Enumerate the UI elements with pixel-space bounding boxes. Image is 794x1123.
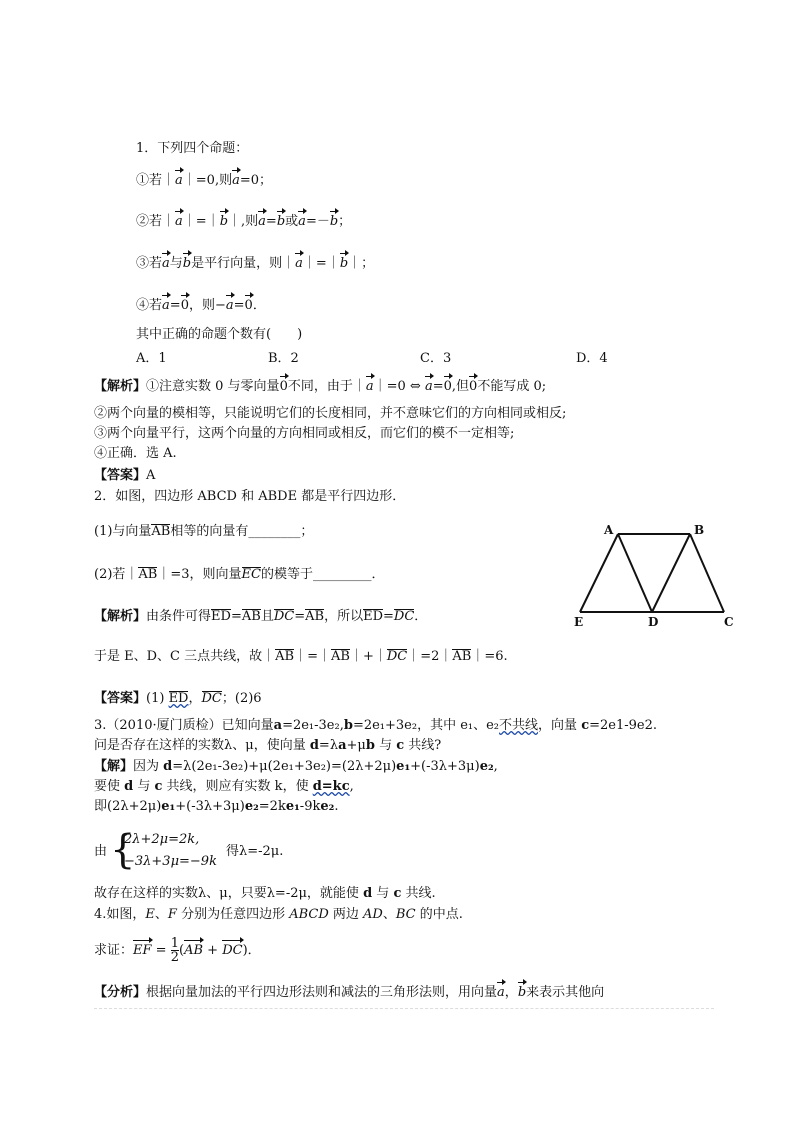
- q3-title: 3.（2010·厦门质检）已知向量a=2e₁-3e₂,b=2e₁+3e₂，其中 e₁、e₂不共线，向量 c=2e1-9e2.: [94, 718, 657, 733]
- q1-proposition-1: ①若｜a｜=0,则a=0；: [136, 173, 273, 188]
- q1-proposition-3: ③若a与b是平行向量，则｜a｜=｜b｜；: [136, 256, 375, 271]
- q1-option-b: B．2: [268, 351, 299, 366]
- figure-edge-ae: [580, 534, 618, 612]
- q1-answer-value: A: [146, 468, 156, 483]
- answer-label: 【答案】: [94, 691, 147, 706]
- q4-prove: 求证：EF = $\frac{1}{2}$ (AB + DC)．: [94, 936, 261, 965]
- q3-equation-1: 2λ+2μ=2k,: [124, 832, 200, 847]
- q1-option-a: A．1: [136, 351, 167, 366]
- q3-solution-3: 即(2λ+2μ)e₁+(-3λ+3μ)e₂=2ke₁-9ke₂.: [94, 799, 339, 814]
- q3-sys-suffix: 得λ=-2μ.: [226, 844, 284, 859]
- q1-analysis: 【解析】①注意实数 0 与零向量0不同，由于｜a｜=0 ⇔ a=0,但0不能写成 0;: [94, 379, 547, 394]
- answer-label: 【答案】: [94, 468, 147, 483]
- analysis-label: 【解析】: [94, 609, 147, 624]
- q3-equation-2: −3λ+3μ=−9k: [124, 854, 217, 869]
- q1-analysis-2: ②两个向量的模相等，只能说明它们的长度相同，并不意味它们的方向相同或相反;: [94, 406, 567, 421]
- parallelogram-figure: [570, 520, 740, 630]
- q2-analysis: 【解析】由条件可得ED=AB且DC=AB，所以ED=DC．: [94, 609, 428, 624]
- solution-label: 【解】: [94, 759, 134, 774]
- q1-title: 1．下列四个命题：: [136, 141, 249, 156]
- figure-label-b: B: [694, 523, 705, 537]
- q3-question: 问是否存在这样的实数λ、μ，使向量 d=λa+μb 与 c 共线?: [94, 738, 442, 753]
- q1-option-d: D．4: [576, 351, 608, 366]
- q1-answer: [94, 467, 155, 485]
- q2-answer: 【答案】(1) ED，DC；(2)6: [94, 691, 262, 706]
- q2-part-2: (2)若｜AB｜=3，则向量EC的模等于_________．: [94, 567, 385, 582]
- q2-title: 2．如图，四边形 ABCD 和 ABDE 都是平行四边形．: [94, 489, 406, 504]
- q1-analysis-4: ④正确．选 A.: [94, 446, 177, 461]
- figure-label-c: C: [724, 615, 734, 629]
- q3-conclusion: 故存在这样的实数λ、μ，只要λ=-2μ，就能使 d 与 c 共线.: [94, 886, 436, 901]
- q1-analysis-3: ③两个向量平行，这两个向量的方向相同或相反，而它们的模不一定相等;: [94, 426, 515, 441]
- figure-edge-ad: [618, 534, 652, 612]
- q4-title: 4.如图，E、F 分别为任意四边形 ABCD 两边 AD、BC 的中点.: [94, 907, 463, 922]
- figure-edge-bc: [690, 534, 724, 612]
- figure-label-e: E: [574, 615, 584, 629]
- q3-sys-prefix: 由: [94, 844, 108, 859]
- q2-part-1: (1)与向量AB相等的向量有________；: [94, 524, 314, 539]
- q3-solution-1: 【解】因为 d=λ(2e₁-3e₂)+μ(2e₁+3e₂)=(2λ+2μ)e₁+(-3λ+3μ)e₂,: [94, 759, 498, 774]
- analysis-label: 【分析】: [94, 985, 147, 1000]
- q1-question: 其中正确的命题个数有( ): [136, 327, 303, 342]
- figure-label-a: A: [604, 523, 614, 537]
- page-footer-rule: [94, 1008, 714, 1009]
- q1-option-c: C．3: [420, 351, 452, 366]
- analysis-label: 【解析】: [94, 379, 147, 394]
- q3-brace: {: [110, 827, 136, 873]
- q1-proposition-4: ④若a=0，则−a=0．: [136, 298, 266, 313]
- figure-label-d: D: [648, 615, 659, 629]
- q3-solution-2: 要使 d 与 c 共线，则应有实数 k，使 d=kc,: [94, 779, 354, 794]
- q2-analysis-2: 于是 E、D、C 三点共线，故｜AB｜=｜AB｜+｜DC｜=2｜AB｜=6.: [94, 649, 508, 664]
- q4-analysis: 【分析】根据向量加法的平行四边形法则和减法的三角形法则，用向量a，b来表示其他向: [94, 985, 605, 1000]
- figure-edge-bd: [652, 534, 690, 612]
- q1-proposition-2: ②若｜a｜=｜b｜,则a=b或a=－b；: [136, 214, 352, 229]
